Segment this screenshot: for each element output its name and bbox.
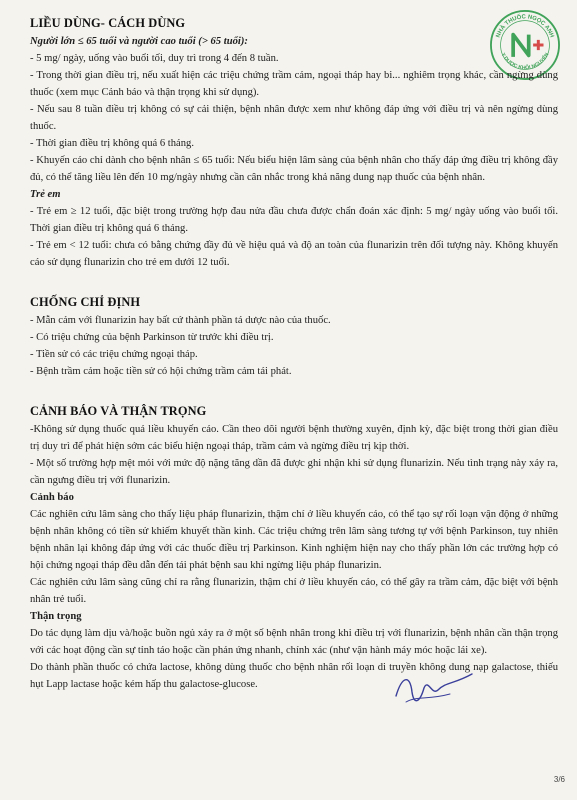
warnings-intro-line: -Không sử dụng thuốc quá liều khuyến cáo. Cần theo dõi người bệnh thường xuyên, định kỳ, đặc biệt trong thời gian điều trị duy trì để phát hiện sớm các biểu hiện ngoại tháp, trầm cảm và ngừng điều trị kịp thời. [30, 424, 558, 452]
dosage-adults-line: - Thời gian điều trị không quá 6 tháng. [30, 138, 194, 149]
warnings-title: CẢNH BÁO VÀ THẬN TRỌNG [30, 404, 207, 418]
dosage-title: LIỀU DÙNG- CÁCH DÙNG [30, 16, 186, 30]
contraindication-item: - Bệnh trầm cảm hoặc tiền sử có hội chứng trầm cảm tái phát. [30, 366, 292, 377]
caution-paragraph: Các nghiên cứu lâm sàng cho thấy liệu pháp flunarizin, thậm chí ở liều khuyến cáo, có thể tạo sự rối loạn vận động ở những bệnh nhân không có tiền sử khiếm khuyết thần kinh. Các triệu chứng trên lâm sàng tương tự với bệnh Parkinson, tuy nhiên bệnh nhân lại không đáp ứng với các thuốc điều trị Parkinson. Kinh nghiệm hiện nay cho thấy phần lớn các trường hợp có hội chứng ngoại tháp đều dẫn đến tái phát bệnh sau khi ngừng liệu pháp flunarizin. [30, 509, 558, 571]
handwritten-signature [388, 666, 478, 714]
caution-heading: Cảnh báo [30, 492, 74, 503]
svg-text:NHÀ THUỐC NGỌC ANH: NHÀ THUỐC NGỌC ANH [495, 14, 555, 39]
dosage-adults-line: - Trong thời gian điều trị, nếu xuất hiện các triệu chứng trầm cảm, ngoại tháp hay bi... nghiêm trọng khác, cần ngừng dùng thuốc (xem mục Cảnh báo và thận trọng khi sử dụng). [30, 70, 558, 98]
precaution-heading: Thận trọng [30, 611, 82, 622]
dosage-children-line: - Trẻ em ≥ 12 tuổi, đặc biệt trong trường hợp đau nửa đầu chưa được chẩn đoán xác định: 5 mg/ ngày uống vào buổi tối. Thời gian điều trị không quá 6 tháng. [30, 206, 558, 234]
dosage-children-line: - Trẻ em < 12 tuổi: chưa có bằng chứng đầy đủ về hiệu quả và độ an toàn của flunarizin trên đối tượng này. Không khuyến cáo sử dụng flunarizin cho trẻ em dưới 12 tuổi. [30, 240, 558, 268]
precaution-paragraph: Do tác dụng làm dịu và/hoặc buồn ngủ xảy ra ở một số bệnh nhân trong khi điều trị với flunarizin, bệnh nhân cần thận trọng với các hoạt động cần sự tỉnh táo hoặc cần phản ứng nhanh, chính xác (như vận hành máy móc hoặc lái xe). [30, 628, 558, 656]
precaution-paragraph: Do thành phần thuốc có chứa lactose, không dùng thuốc cho bệnh nhân rối loạn di truyền không dung nạp galactose, thiếu hụt Lapp lactase hoặc kém hấp thu galactose-glucose. [30, 662, 558, 690]
contraindication-item: - Mẫn cảm với flunarizin hay bất cứ thành phần tá dược nào của thuốc. [30, 315, 331, 326]
children-heading: Trẻ em [30, 189, 61, 200]
adults-heading: Người lớn ≤ 65 tuổi và người cao tuổi (> 65 tuổi): [30, 36, 248, 47]
contraindication-item: - Có triệu chứng của bệnh Parkinson từ trước khi điều trị. [30, 332, 274, 343]
caution-paragraph: Các nghiên cứu lâm sàng cũng chỉ ra rằng flunarizin, thậm chí ở liều khuyến cáo, có thể gây ra trầm cảm, đặc biệt với bệnh nhân trẻ tuổi. [30, 577, 558, 605]
warnings-intro-line: - Một số trường hợp mệt mỏi với mức độ nặng tăng dần đã được ghi nhận khi sử dụng flunarizin. Nếu tình trạng này xảy ra, cần ngưng điều trị với flunarizin. [30, 458, 558, 486]
svg-text:Y DƯỢC KHÔI NGUYÊN: Y DƯỢC KHÔI NGUYÊN [499, 52, 551, 72]
document-body [30, 14, 558, 693]
contraindication-item: - Tiền sử có các triệu chứng ngoại tháp. [30, 349, 198, 360]
page-number: 3/6 [553, 775, 565, 784]
dosage-adults-line: - Nếu sau 8 tuần điều trị không có sự cải thiện, bệnh nhân được xem như không đáp ứng với điều trị và nên ngừng dùng thuốc. [30, 104, 558, 132]
contraindications-title: CHỐNG CHỈ ĐỊNH [30, 295, 141, 309]
dosage-adults-line: - Khuyến cáo chỉ dành cho bệnh nhân ≤ 65 tuổi: Nếu biểu hiện lâm sàng của bệnh nhân cho thấy đáp ứng điều trị không đầy đủ, có thể tăng liều lên đến 10 mg/ngày nhưng cần cân nhắc trong khả năng dung nạp thuốc của bệnh nhân. [30, 155, 558, 183]
dosage-adults-line: - 5 mg/ ngày, uống vào buổi tối, duy trì trong 4 đến 8 tuần. [30, 53, 279, 64]
